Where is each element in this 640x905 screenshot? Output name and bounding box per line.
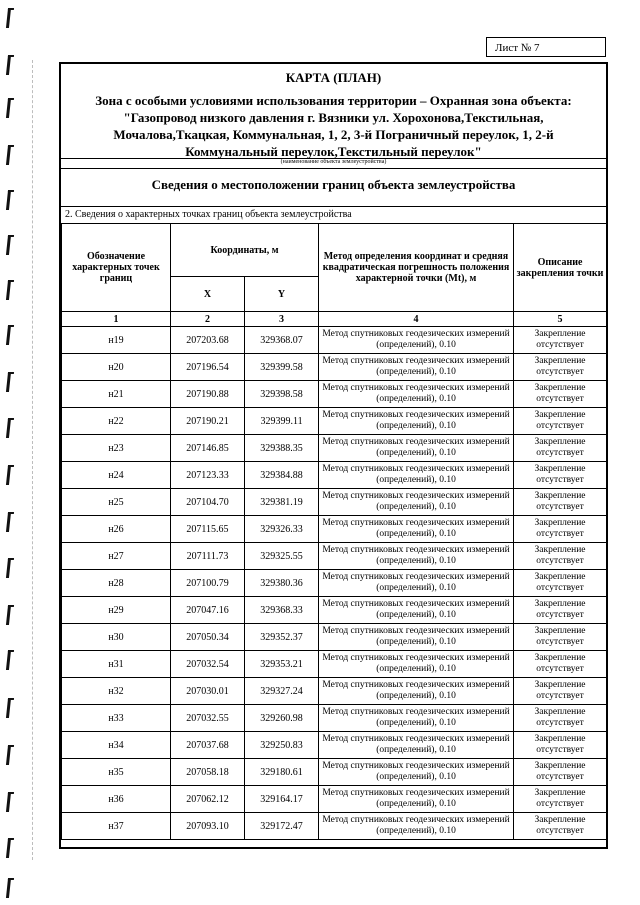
y-coordinate-cell: 329172.47 [245, 813, 319, 840]
method-cell: Метод спутниковых геодезических измерений (определений), 0.10 [319, 678, 514, 705]
table-row [62, 543, 607, 570]
description-cell: Закрепление отсутствует [514, 732, 607, 759]
description-cell: Закрепление отсутствует [514, 651, 607, 678]
description-cell: Закрепление отсутствует [514, 543, 607, 570]
y-coordinate-cell: 329381.19 [245, 489, 319, 516]
point-cell: н31 [62, 651, 171, 678]
binder-mark [6, 280, 11, 300]
x-coordinate-cell: 207190.88 [171, 381, 245, 408]
y-coordinate-cell: 329260.98 [245, 705, 319, 732]
y-coordinate-cell: 329353.21 [245, 651, 319, 678]
column-number: 5 [514, 312, 607, 327]
x-coordinate-cell: 207050.34 [171, 624, 245, 651]
y-coordinate-cell: 329180.61 [245, 759, 319, 786]
point-cell: н28 [62, 570, 171, 597]
table-row [62, 624, 607, 651]
description-cell: Закрепление отсутствует [514, 624, 607, 651]
header-x: X [171, 277, 245, 312]
point-cell: н36 [62, 786, 171, 813]
y-coordinate-cell: 329384.88 [245, 462, 319, 489]
object-caption: (наименование объекта землеустройства) [280, 159, 387, 165]
x-coordinate-cell: 207032.55 [171, 705, 245, 732]
section-divider [61, 168, 606, 169]
header-method: Метод определения координат и средняя квадратическая погрешность положения характерной точки (Mt), м [319, 224, 514, 312]
method-cell: Метод спутниковых геодезических измерений (определений), 0.10 [319, 813, 514, 840]
header-coordinates: Координаты, м [171, 224, 319, 277]
table-row [62, 327, 607, 354]
method-cell: Метод спутниковых геодезических измерений (определений), 0.10 [319, 759, 514, 786]
description-cell: Закрепление отсутствует [514, 678, 607, 705]
binder-mark [6, 558, 11, 578]
method-cell: Метод спутниковых геодезических измерений (определений), 0.10 [319, 462, 514, 489]
column-number: 3 [245, 312, 319, 327]
binder-mark [6, 465, 11, 485]
point-cell: н24 [62, 462, 171, 489]
method-cell: Метод спутниковых геодезических измерений (определений), 0.10 [319, 543, 514, 570]
table-row [62, 759, 607, 786]
table-row [62, 381, 607, 408]
method-cell: Метод спутниковых геодезических измерений (определений), 0.10 [319, 516, 514, 543]
binder-mark [6, 605, 11, 625]
x-coordinate-cell: 207062.12 [171, 786, 245, 813]
point-cell: н23 [62, 435, 171, 462]
x-coordinate-cell: 207146.85 [171, 435, 245, 462]
x-coordinate-cell: 207037.68 [171, 732, 245, 759]
binder-mark [6, 698, 11, 718]
binder-mark [6, 838, 11, 858]
x-coordinate-cell: 207047.16 [171, 597, 245, 624]
margin-dashed-line [32, 60, 33, 860]
header-description: Описание закрепления точки [514, 224, 607, 312]
point-cell: н22 [62, 408, 171, 435]
x-coordinate-cell: 207093.10 [171, 813, 245, 840]
method-cell: Метод спутниковых геодезических измерений (определений), 0.10 [319, 327, 514, 354]
method-cell: Метод спутниковых геодезических измерений (определений), 0.10 [319, 408, 514, 435]
description-cell: Закрепление отсутствует [514, 786, 607, 813]
table-row [62, 651, 607, 678]
binder-mark [6, 98, 11, 118]
description-cell: Закрепление отсутствует [514, 327, 607, 354]
point-cell: н35 [62, 759, 171, 786]
y-coordinate-cell: 329325.55 [245, 543, 319, 570]
method-cell: Метод спутниковых геодезических измерений (определений), 0.10 [319, 786, 514, 813]
y-coordinate-cell: 329352.37 [245, 624, 319, 651]
description-cell: Закрепление отсутствует [514, 462, 607, 489]
document-frame [59, 62, 608, 849]
subsection-title: 2. Сведения о характерных точках границ объекта землеустройства [65, 209, 352, 220]
y-coordinate-cell: 329327.24 [245, 678, 319, 705]
binder-mark [6, 145, 11, 165]
table-row [62, 597, 607, 624]
method-cell: Метод спутниковых геодезических измерений (определений), 0.10 [319, 570, 514, 597]
sheet-number-label: Лист № 7 [486, 37, 606, 57]
point-cell: н33 [62, 705, 171, 732]
header-y: Y [245, 277, 319, 312]
description-cell: Закрепление отсутствует [514, 516, 607, 543]
description-cell: Закрепление отсутствует [514, 408, 607, 435]
section-title: Сведения о местоположении границ объекта землеустройства [151, 177, 516, 192]
table-row [62, 732, 607, 759]
binder-mark [6, 190, 11, 210]
column-number: 1 [62, 312, 171, 327]
y-coordinate-cell: 329398.58 [245, 381, 319, 408]
binder-mark [6, 325, 11, 345]
table-row [62, 435, 607, 462]
point-cell: н32 [62, 678, 171, 705]
binder-mark [6, 372, 11, 392]
x-coordinate-cell: 207123.33 [171, 462, 245, 489]
table-row [62, 570, 607, 597]
column-number: 2 [171, 312, 245, 327]
x-coordinate-cell: 207058.18 [171, 759, 245, 786]
x-coordinate-cell: 207196.54 [171, 354, 245, 381]
point-cell: н30 [62, 624, 171, 651]
table-row [62, 813, 607, 840]
table-row [62, 462, 607, 489]
x-coordinate-cell: 207100.79 [171, 570, 245, 597]
binder-mark [6, 878, 11, 898]
x-coordinate-cell: 207030.01 [171, 678, 245, 705]
y-coordinate-cell: 329380.36 [245, 570, 319, 597]
method-cell: Метод спутниковых геодезических измерений (определений), 0.10 [319, 381, 514, 408]
method-cell: Метод спутниковых геодезических измерений (определений), 0.10 [319, 597, 514, 624]
x-coordinate-cell: 207115.65 [171, 516, 245, 543]
point-cell: н21 [62, 381, 171, 408]
description-cell: Закрепление отсутствует [514, 489, 607, 516]
title-block [61, 64, 606, 168]
point-cell: н29 [62, 597, 171, 624]
x-coordinate-cell: 207104.70 [171, 489, 245, 516]
y-coordinate-cell: 329399.58 [245, 354, 319, 381]
x-coordinate-cell: 207203.68 [171, 327, 245, 354]
y-coordinate-cell: 329388.35 [245, 435, 319, 462]
method-cell: Метод спутниковых геодезических измерений (определений), 0.10 [319, 624, 514, 651]
method-cell: Метод спутниковых геодезических измерений (определений), 0.10 [319, 435, 514, 462]
table-row [62, 354, 607, 381]
point-cell: н37 [62, 813, 171, 840]
table-row [62, 408, 607, 435]
x-coordinate-cell: 207190.21 [171, 408, 245, 435]
method-cell: Метод спутниковых геодезических измерений (определений), 0.10 [319, 705, 514, 732]
binder-mark [6, 235, 11, 255]
y-coordinate-cell: 329399.11 [245, 408, 319, 435]
method-cell: Метод спутниковых геодезических измерений (определений), 0.10 [319, 651, 514, 678]
description-cell: Закрепление отсутствует [514, 759, 607, 786]
method-cell: Метод спутниковых геодезических измерений (определений), 0.10 [319, 732, 514, 759]
section-divider [61, 206, 606, 207]
y-coordinate-cell: 329368.33 [245, 597, 319, 624]
table-row [62, 678, 607, 705]
point-cell: н19 [62, 327, 171, 354]
zone-title: Зона с особыми условиями использования территории – Охранная зона объекта: "Газопровод низкого давления г. Вязники ул. Хорохонова,Текстильная, Мочалова,Ткацкая, Коммунальная, 1, 2, 3-й Пограничный переулок, 1, 2-й Коммунальный переулок,Текстильный переулок" [95, 93, 572, 159]
point-cell: н34 [62, 732, 171, 759]
description-cell: Закрепление отсутствует [514, 813, 607, 840]
description-cell: Закрепление отсутствует [514, 705, 607, 732]
binder-mark [6, 512, 11, 532]
table-row [62, 705, 607, 732]
point-cell: н25 [62, 489, 171, 516]
binder-mark [6, 792, 11, 812]
x-coordinate-cell: 207111.73 [171, 543, 245, 570]
description-cell: Закрепление отсутствует [514, 597, 607, 624]
column-number: 4 [319, 312, 514, 327]
method-cell: Метод спутниковых геодезических измерений (определений), 0.10 [319, 489, 514, 516]
point-cell: н26 [62, 516, 171, 543]
binder-mark [6, 650, 11, 670]
binder-mark [6, 745, 11, 765]
y-coordinate-cell: 329250.83 [245, 732, 319, 759]
binder-mark [6, 55, 11, 75]
description-cell: Закрепление отсутствует [514, 381, 607, 408]
header-point: Обозначение характерных точек границ [62, 224, 171, 312]
y-coordinate-cell: 329326.33 [245, 516, 319, 543]
x-coordinate-cell: 207032.54 [171, 651, 245, 678]
method-cell: Метод спутниковых геодезических измерений (определений), 0.10 [319, 354, 514, 381]
document-title: КАРТА (ПЛАН) [285, 70, 382, 85]
binder-mark [6, 418, 11, 438]
table-row [62, 516, 607, 543]
table-row [62, 489, 607, 516]
boundary-points-table [61, 223, 607, 840]
table-row [62, 786, 607, 813]
table-body [62, 327, 607, 840]
y-coordinate-cell: 329164.17 [245, 786, 319, 813]
description-cell: Закрепление отсутствует [514, 435, 607, 462]
description-cell: Закрепление отсутствует [514, 570, 607, 597]
binder-mark [6, 8, 11, 28]
description-cell: Закрепление отсутствует [514, 354, 607, 381]
y-coordinate-cell: 329368.07 [245, 327, 319, 354]
point-cell: н27 [62, 543, 171, 570]
point-cell: н20 [62, 354, 171, 381]
